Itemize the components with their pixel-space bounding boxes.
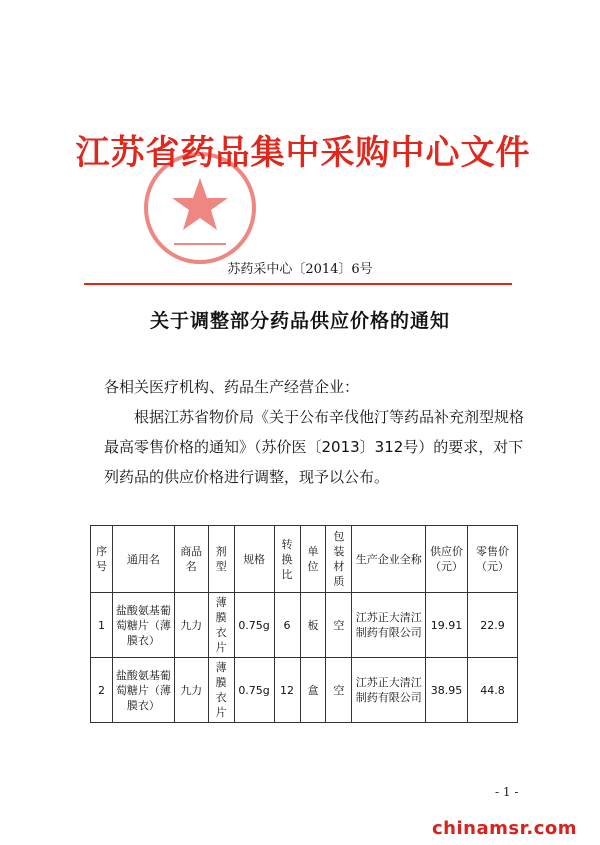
document-number: 苏药采中心〔2014〕6号 — [227, 262, 373, 277]
table-cell: 0.75g — [234, 658, 274, 723]
table-cell: 22.9 — [468, 593, 518, 658]
header-cell: 商品名 — [174, 526, 208, 593]
price-table — [90, 525, 518, 723]
table-cell: 1 — [91, 593, 113, 658]
table-cell: 江苏正大清江制药有限公司 — [352, 593, 426, 658]
header-cell: 生产企业全称 — [352, 526, 426, 593]
table-cell: 38.95 — [426, 658, 468, 723]
table-row — [91, 593, 518, 658]
header-cell: 零售价（元） — [468, 526, 518, 593]
notice-title: 关于调整部分药品供应价格的通知 — [149, 310, 450, 332]
org-header-title: 江苏省药品集中采购中心文件 — [75, 133, 531, 173]
table-cell: 薄膜衣片 — [208, 658, 234, 723]
table-cell: 空 — [326, 593, 352, 658]
table-cell: 板 — [300, 593, 326, 658]
table-cell: 空 — [326, 658, 352, 723]
header-cell: 剂型 — [208, 526, 234, 593]
red-divider-line — [84, 283, 512, 285]
table-header-row — [91, 526, 518, 593]
table-cell: 九力 — [174, 593, 208, 658]
notice-paragraph: 根据江苏省物价局《关于公布辛伐他汀等药品补充剂型规格最高零售价格的通知》（苏价医〔2013〕312号）的要求，对下列药品的供应价格进行调整，现予以公布。 — [104, 408, 525, 486]
table-cell: 薄膜衣片 — [208, 593, 234, 658]
table-row — [91, 658, 518, 723]
page-number: - 1 - — [495, 785, 519, 799]
site-watermark: chinamsr.com — [432, 818, 578, 839]
header-cell: 供应价（元） — [426, 526, 468, 593]
header-cell: 规格 — [234, 526, 274, 593]
salutation: 各相关医疗机构、药品生产经营企业： — [104, 378, 360, 396]
header-cell: 转换比 — [274, 526, 300, 593]
table-cell: 6 — [274, 593, 300, 658]
table-cell: 江苏正大清江制药有限公司 — [352, 658, 426, 723]
table-cell: 盒 — [300, 658, 326, 723]
header-cell: 通用名 — [112, 526, 174, 593]
header-cell: 序号 — [91, 526, 113, 593]
header-cell: 包装材质 — [326, 526, 352, 593]
notice-body — [104, 372, 534, 492]
table-cell: 12 — [274, 658, 300, 723]
table-cell: 0.75g — [234, 593, 274, 658]
table-cell: 盐酸氨基葡萄糖片（薄膜衣） — [112, 658, 174, 723]
header-cell: 单位 — [300, 526, 326, 593]
table-cell: 2 — [91, 658, 113, 723]
table-cell: 44.8 — [468, 658, 518, 723]
table-cell: 九力 — [174, 658, 208, 723]
table-cell: 19.91 — [426, 593, 468, 658]
table-cell: 盐酸氨基葡萄糖片（薄膜衣） — [112, 593, 174, 658]
